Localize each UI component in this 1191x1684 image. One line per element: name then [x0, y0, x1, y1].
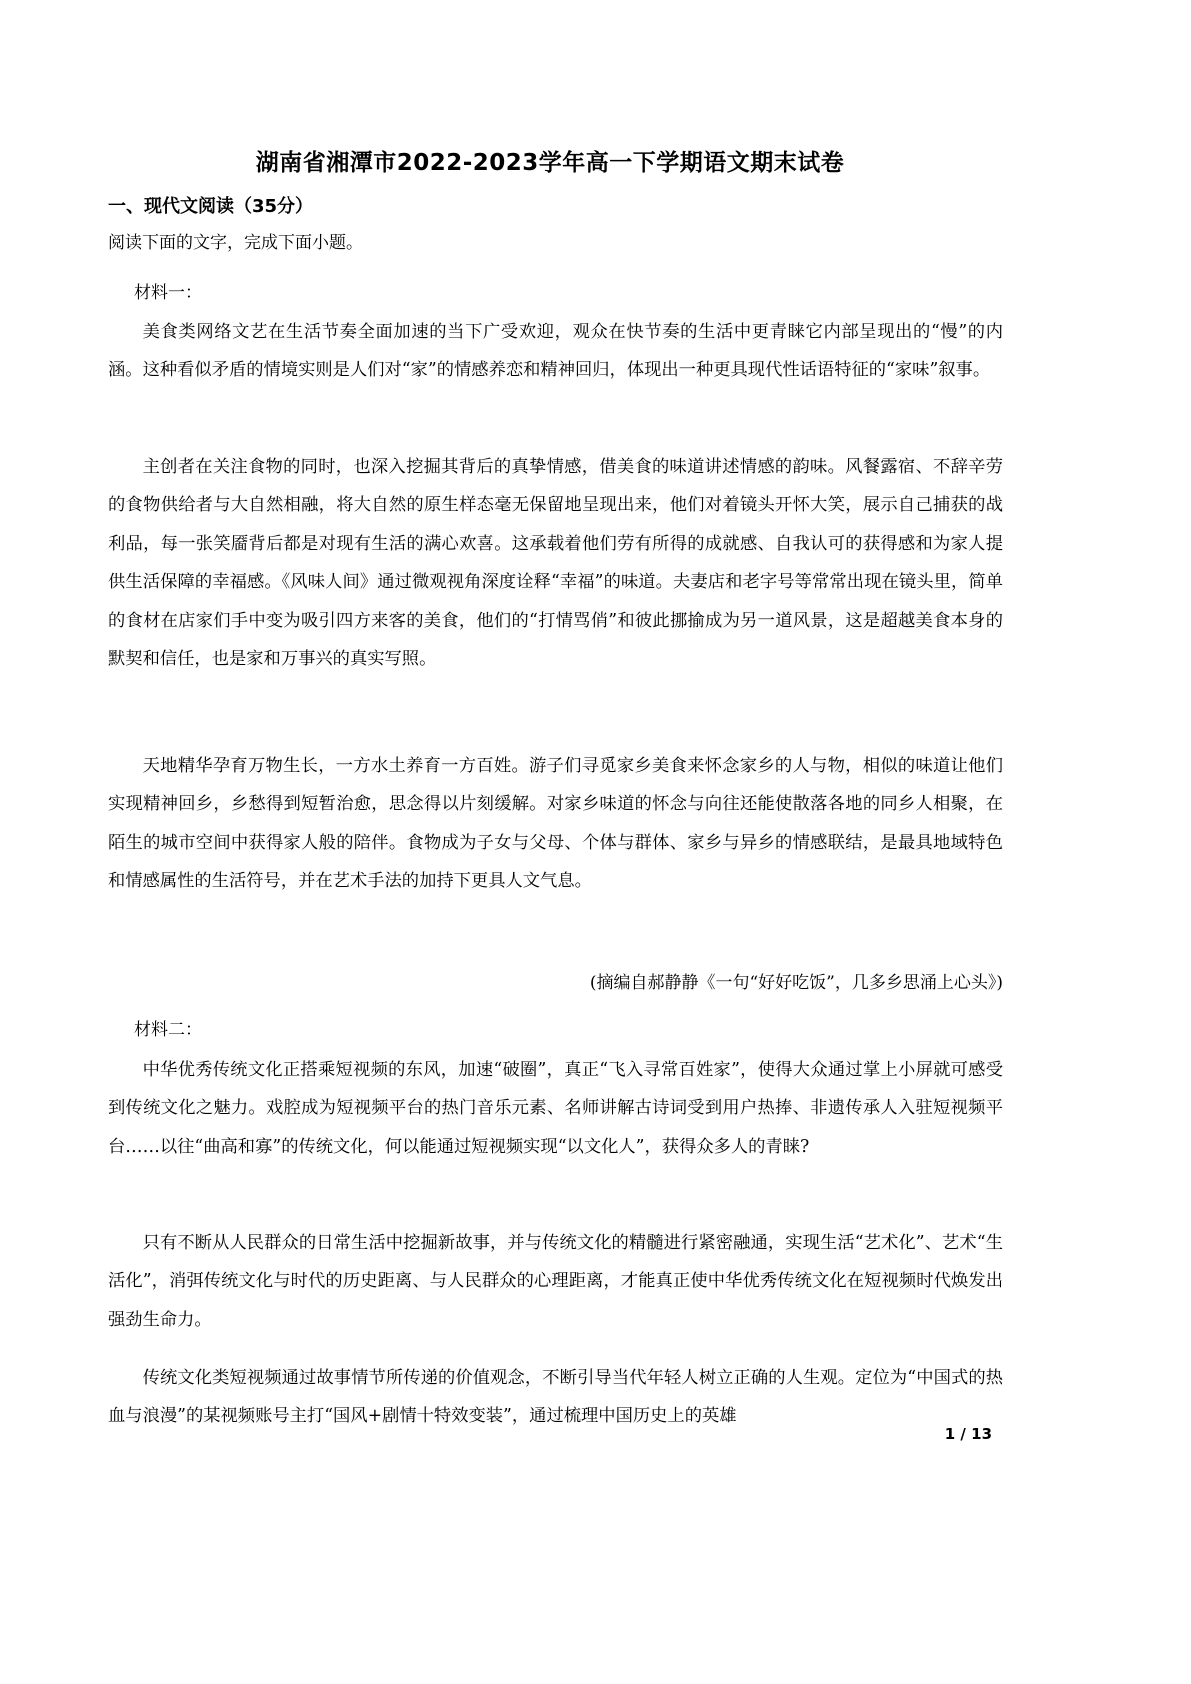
- paragraph: 只有不断从人民群众的日常生活中挖掘新故事，并与传统文化的精髓进行紧密融通，实现生活“艺术化”、艺术“生活化”，消弭传统文化与时代的历史距离、与人民群众的心理距离，才能真正使中华优秀传统文化在短视频时代焕发出强劲生命力。: [108, 1233, 1003, 1330]
- material-two-body-3: [108, 1359, 1003, 1436]
- page-number: 1 / 13: [944, 1425, 992, 1443]
- material-two-label: 材料二：: [134, 1020, 202, 1040]
- material-one-body-3: [108, 747, 1003, 901]
- document-title: 湖南省湘潭市2022-2023学年高一下学期语文期末试卷: [255, 150, 845, 176]
- section-heading: 一、现代文阅读（35分）: [108, 196, 314, 217]
- paragraph: 传统文化类短视频通过故事情节所传递的价值观念，不断引导当代年轻人树立正确的人生观。定位为“中国式的热血与浪漫”的某视频账号主打“国风+剧情十特效变装”，通过梳理中国历史上的英雄: [108, 1368, 1003, 1427]
- material-two-body: [108, 1051, 1003, 1166]
- paragraph: 天地精华孕育万物生长，一方水土养育一方百姓。游子们寻觅家乡美食来怀念家乡的人与物，相似的味道让他们实现精神回乡，乡愁得到短暂治愈，思念得以片刻缓解。对家乡味道的怀念与向往还能使散落各地的同乡人相聚，在陌生的城市空间中获得家人般的陪伴。食物成为子女与父母、个体与群体、家乡与异乡的情感联结，是最具地域特色和情感属性的生活符号，并在艺术手法的加持下更具人文气息。: [108, 756, 1003, 892]
- material-one-label: 材料一：: [134, 283, 202, 303]
- reading-instruction: 阅读下面的文字，完成下面小题。: [108, 233, 363, 253]
- paragraph: 主创者在关注食物的同时，也深入挖掘其背后的真挚情感，借美食的味道讲述情感的韵味。风餐露宿、不辞辛劳的食物供给者与大自然相融，将大自然的原生样态毫无保留地呈现出来，他们对着镜头开怀大笑，展示自己捕获的战利品，每一张笑靥背后都是对现有生活的满心欢喜。这承载着他们劳有所得的成就感、自我认可的获得感和为家人提供生活保障的幸福感。《风味人间》通过微观视角深度诠释“幸福”的味道。夫妻店和老字号等常常出现在镜头里，简单的食材在店家们手中变为吸引四方来客的美食，他们的“打情骂俏”和彼此挪揄成为另一道风景，这是超越美食本身的默契和信任，也是家和万事兴的真实写照。: [108, 457, 1003, 670]
- material-one-body: [108, 313, 1003, 390]
- paragraph: 美食类网络文艺在生活节奏全面加速的当下广受欢迎，观众在快节奏的生活中更青睐它内部呈现出的“慢”的内涵。这种看似矛盾的情境实则是人们对“家”的情感养恋和精神回归，体现出一种更具现代性话语特征的“家味”叙事。: [108, 322, 1003, 381]
- material-two-body-2: [108, 1224, 1003, 1339]
- material-one-source: (摘编自郝静静《一句“好好吃饭”，几多乡思涌上心头》): [589, 973, 1003, 993]
- paragraph: 中华优秀传统文化正搭乘短视频的东风，加速“破圈”，真正“飞入寻常百姓家”，使得大众通过掌上小屏就可感受到传统文化之魅力。戏腔成为短视频平台的热门音乐元素、名师讲解古诗词受到用户热捧、非遗传承人入驻短视频平台……以往“曲高和寡”的传统文化，何以能通过短视频实现“以文化人”，获得众多人的青睐?: [108, 1060, 1003, 1157]
- material-one-body-2: [108, 448, 1003, 678]
